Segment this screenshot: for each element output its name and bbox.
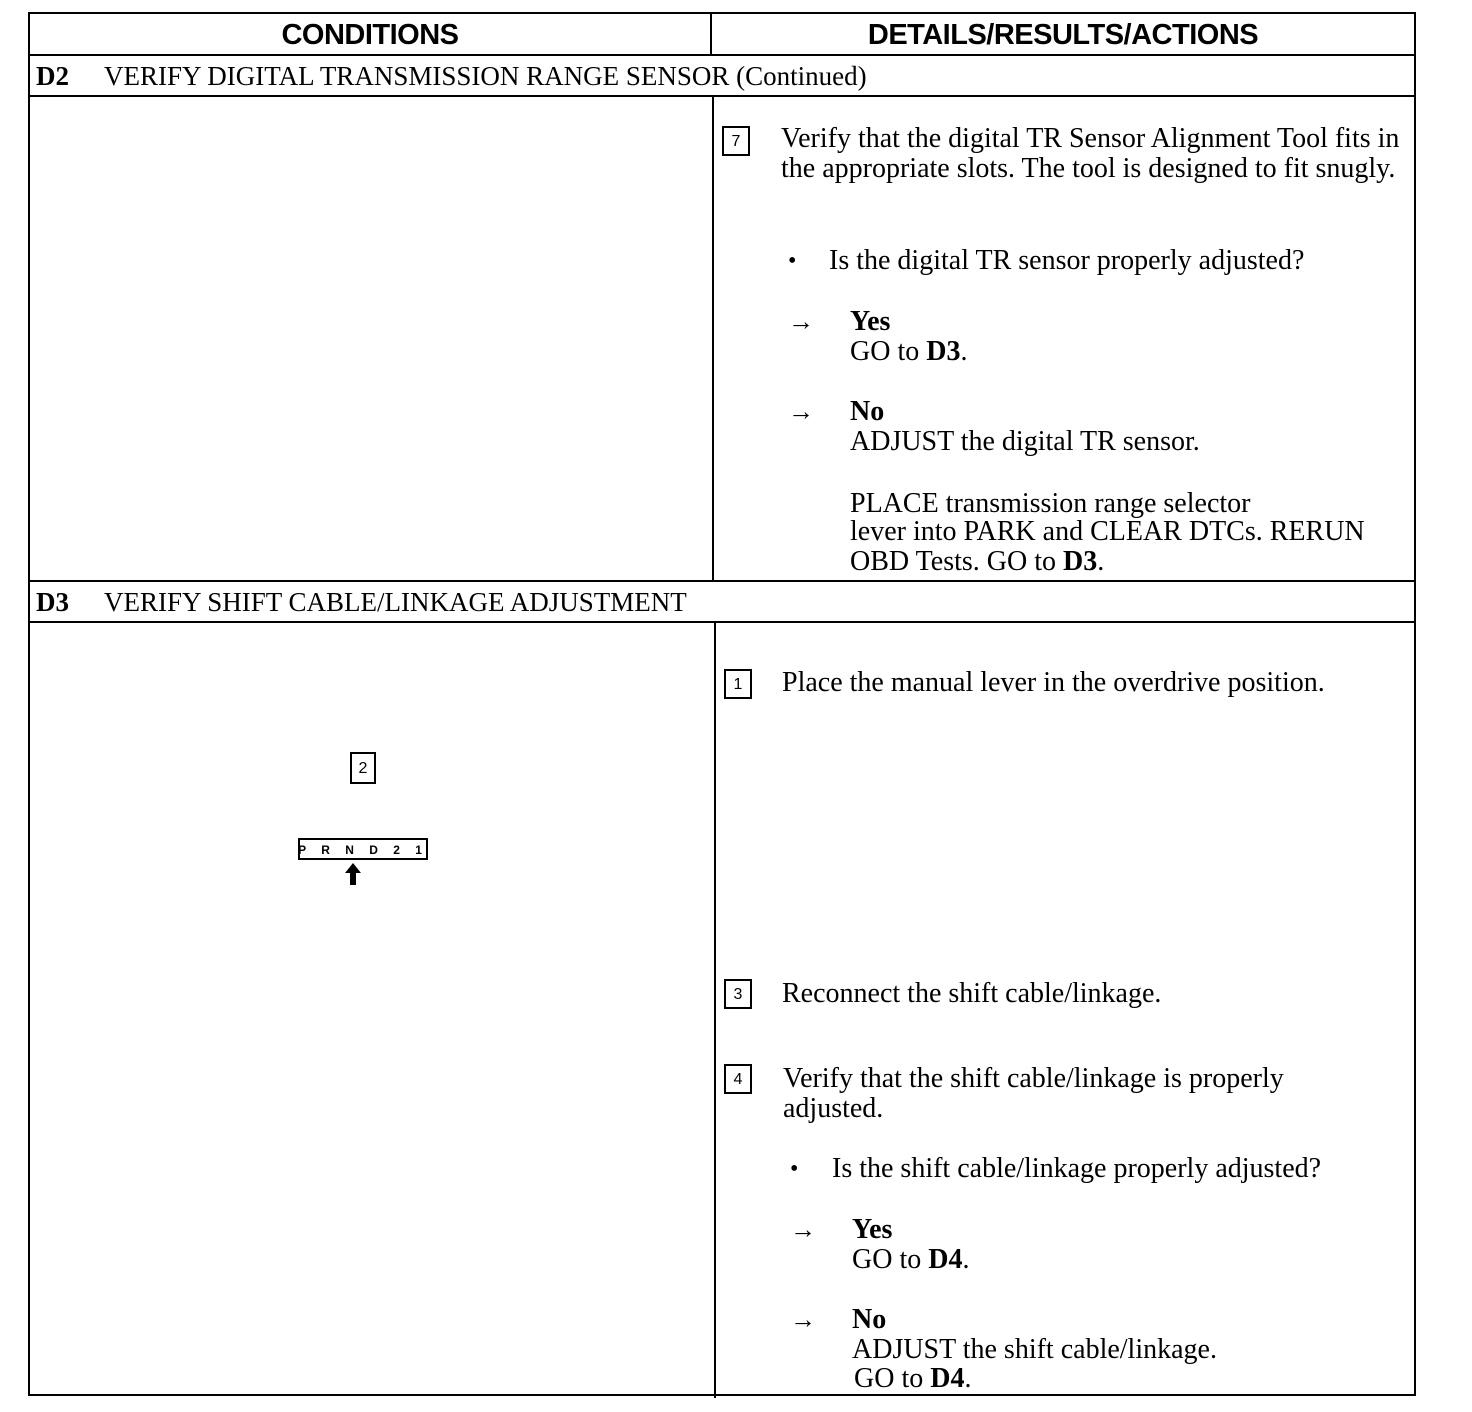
step-4-no-label: No xyxy=(852,1304,887,1335)
step-7-no-label: No xyxy=(850,396,885,427)
d2-title: VERIFY DIGITAL TRANSMISSION RANGE SENSOR (Continued) xyxy=(104,61,867,91)
yes-action-target: D4 xyxy=(928,1244,963,1275)
step-4-no-goto: GO to D4. xyxy=(854,1363,972,1394)
right-arrow-icon: → xyxy=(788,397,814,426)
d2-code: D2 xyxy=(36,61,69,91)
d2-column-divider xyxy=(712,95,714,581)
right-arrow-icon: → xyxy=(790,1215,816,1244)
step-4-box: 4 xyxy=(724,1064,752,1094)
up-arrow-icon xyxy=(344,862,362,886)
step-7-question: Is the digital TR sensor properly adjusted? xyxy=(829,245,1305,276)
step-1-text: Place the manual lever in the overdrive position. xyxy=(782,667,1325,698)
step-2-box: 2 xyxy=(350,752,376,784)
bullet-icon: • xyxy=(790,1156,799,1182)
right-arrow-icon: → xyxy=(788,307,814,336)
conditions-header: CONDITIONS xyxy=(281,19,459,51)
step-4-question: Is the shift cable/linkage properly adjusted? xyxy=(832,1153,1322,1184)
step-7-yes-action: GO to D3. xyxy=(850,336,968,367)
diagnostic-table xyxy=(28,12,1416,1396)
step-7-yes-label: Yes xyxy=(850,306,891,337)
no-goto-target: D4 xyxy=(930,1363,965,1394)
step-4-no-action: ADJUST the shift cable/linkage. xyxy=(852,1334,1217,1365)
step-3-text: Reconnect the shift cable/linkage. xyxy=(782,978,1162,1009)
step-3-box: 3 xyxy=(724,979,752,1009)
step-7-no-note-3: OBD Tests. GO to D3. xyxy=(850,546,1105,577)
yes-action-text: GO to xyxy=(850,336,927,367)
step-4-text: Verify that the shift cable/linkage is properly adjusted. xyxy=(783,1063,1284,1124)
gear-positions: P R N D 2 1 xyxy=(298,843,428,857)
d2-section-title xyxy=(36,56,867,96)
step-4-yes-action: GO to D4. xyxy=(852,1244,970,1275)
step-7-no-action: ADJUST the digital TR sensor. xyxy=(850,426,1200,457)
step-7-text: Verify that the digital TR Sensor Alignment Tool fits in the appropriate slots. The tool is designed to fit snugly. xyxy=(781,123,1400,184)
yes-action-text: GO to xyxy=(852,1244,929,1275)
step-7-box: 7 xyxy=(722,126,750,156)
bullet-icon: • xyxy=(788,248,797,274)
yes-action-target: D3 xyxy=(926,336,961,367)
no-goto-text: GO to xyxy=(854,1363,931,1394)
d3-column-divider xyxy=(714,621,716,1398)
details-header: DETAILS/RESULTS/ACTIONS xyxy=(867,19,1259,51)
gear-selector-diagram xyxy=(298,838,428,862)
step-1-box: 1 xyxy=(724,669,752,699)
d3-title: VERIFY SHIFT CABLE/LINKAGE ADJUSTMENT xyxy=(104,587,687,617)
no-note-target: D3 xyxy=(1062,546,1098,577)
d3-code: D3 xyxy=(36,587,69,617)
step-4-yes-label: Yes xyxy=(852,1214,893,1245)
d3-section-title xyxy=(36,582,687,622)
no-note-text: OBD Tests. GO to xyxy=(850,546,1063,577)
step-7-no-note-1: PLACE transmission range selector xyxy=(850,488,1251,519)
right-arrow-icon: → xyxy=(790,1305,816,1334)
step-7-no-note-2: lever into PARK and CLEAR DTCs. RERUN xyxy=(850,516,1365,547)
